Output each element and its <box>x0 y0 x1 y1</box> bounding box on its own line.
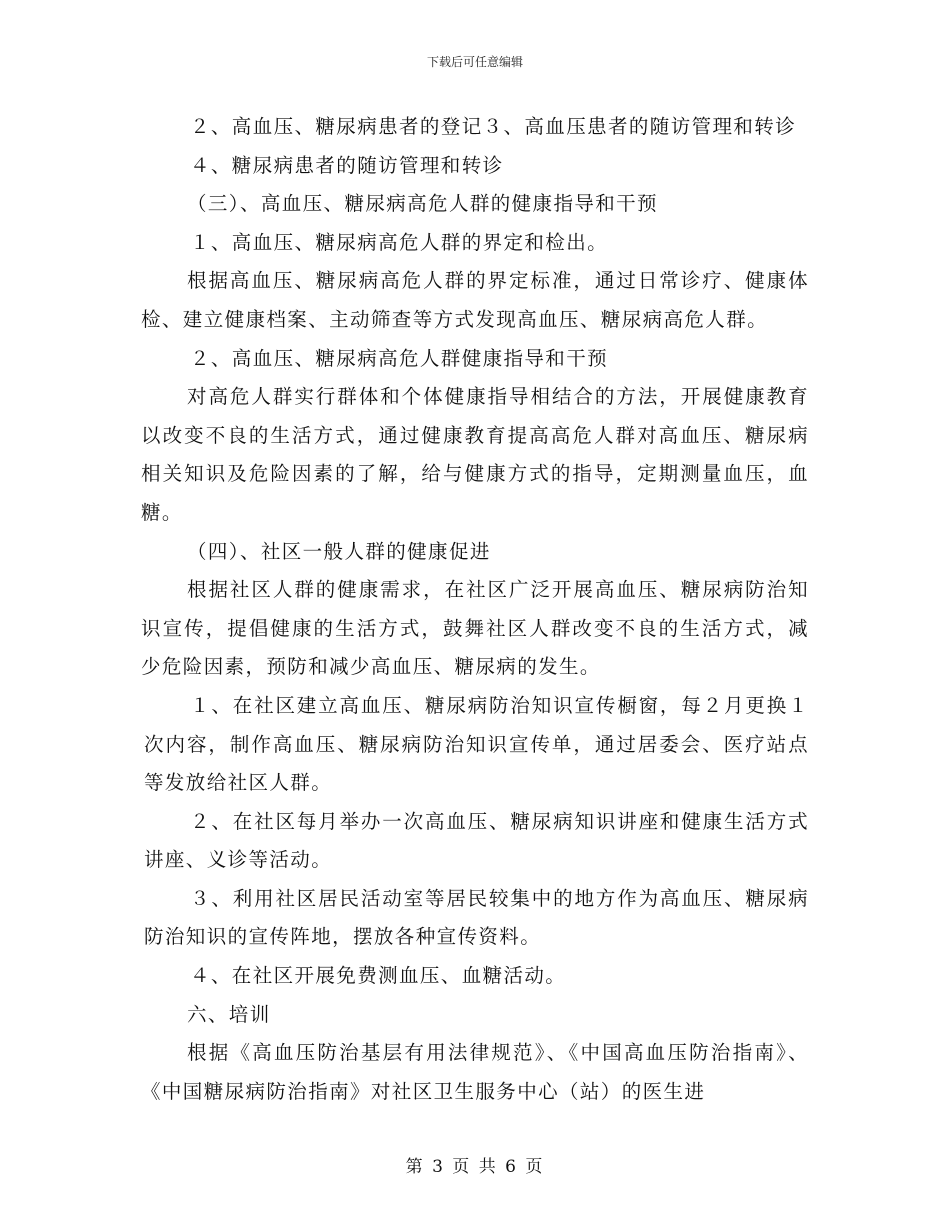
section-heading: （四）、社区一般人群的健康促进 <box>187 539 491 563</box>
paragraph: 根据《高血压防治基层有用法律规范》、《中国高血压防治指南》、《中国糖尿病防治指南》对社区卫生服务中心（站）的医生进 <box>141 1041 809 1103</box>
paragraph: ２、在社区每月举办一次高血压、糖尿病知识讲座和健康生活方式讲座、义诊等活动。 <box>144 809 809 872</box>
paragraph: 根据社区人群的健康需求，在社区广泛开展高血压、糖尿病防治知识宣传，提倡健康的生活方式，鼓舞社区人群改变不良的生活方式，减少危险因素，预防和减少高血压、糖尿病的发生。 <box>141 578 809 679</box>
paragraph: ３、利用社区居民活动室等居民较集中的地方作为高血压、糖尿病防治知识的宣传阵地，摆放各种宣传资料。 <box>144 886 809 949</box>
paragraph: ２、高血压、糖尿病高危人群健康指导和干预 <box>190 346 609 370</box>
paragraph: １、在社区建立高血压、糖尿病防治知识宣传橱窗，每２月更换１次内容，制作高血压、糖尿病防治知识宣传单，通过居委会、医疗站点等发放给社区人群。 <box>144 693 809 795</box>
section-heading: （三）、高血压、糖尿病高危人群的健康指导和干预 <box>187 192 658 216</box>
page-footer: 第 3 页 共 6 页 <box>405 1157 545 1177</box>
paragraph: ４、在社区开展免费测血压、血糖活动。 <box>190 964 567 988</box>
document-body <box>141 108 809 1111</box>
paragraph: 对高危人群实行群体和个体健康指导相结合的方法，开展健康教育以改变不良的生活方式，通过健康教育提高高危人群对高血压、糖尿病相关知识及危险因素的了解，给与健康方式的指导，定期测量血压，血糖。 <box>141 385 809 524</box>
paragraph: ２、高血压、糖尿病患者的登记３、高血压患者的随访管理和转诊 <box>190 115 797 138</box>
paragraph: 根据高血压、糖尿病高危人群的界定标准，通过日常诊疗、健康体检、建立健康档案、主动筛查等方式发现高血压、糖尿病高危人群。 <box>141 269 809 331</box>
paragraph: ４、糖尿病患者的随访管理和转诊 <box>190 153 504 177</box>
paragraph: １、高血压、糖尿病高危人群的界定和检出。 <box>190 230 609 254</box>
page-header: 下载后可任意编辑 <box>426 55 523 69</box>
section-heading: 六、培训 <box>187 1002 271 1026</box>
